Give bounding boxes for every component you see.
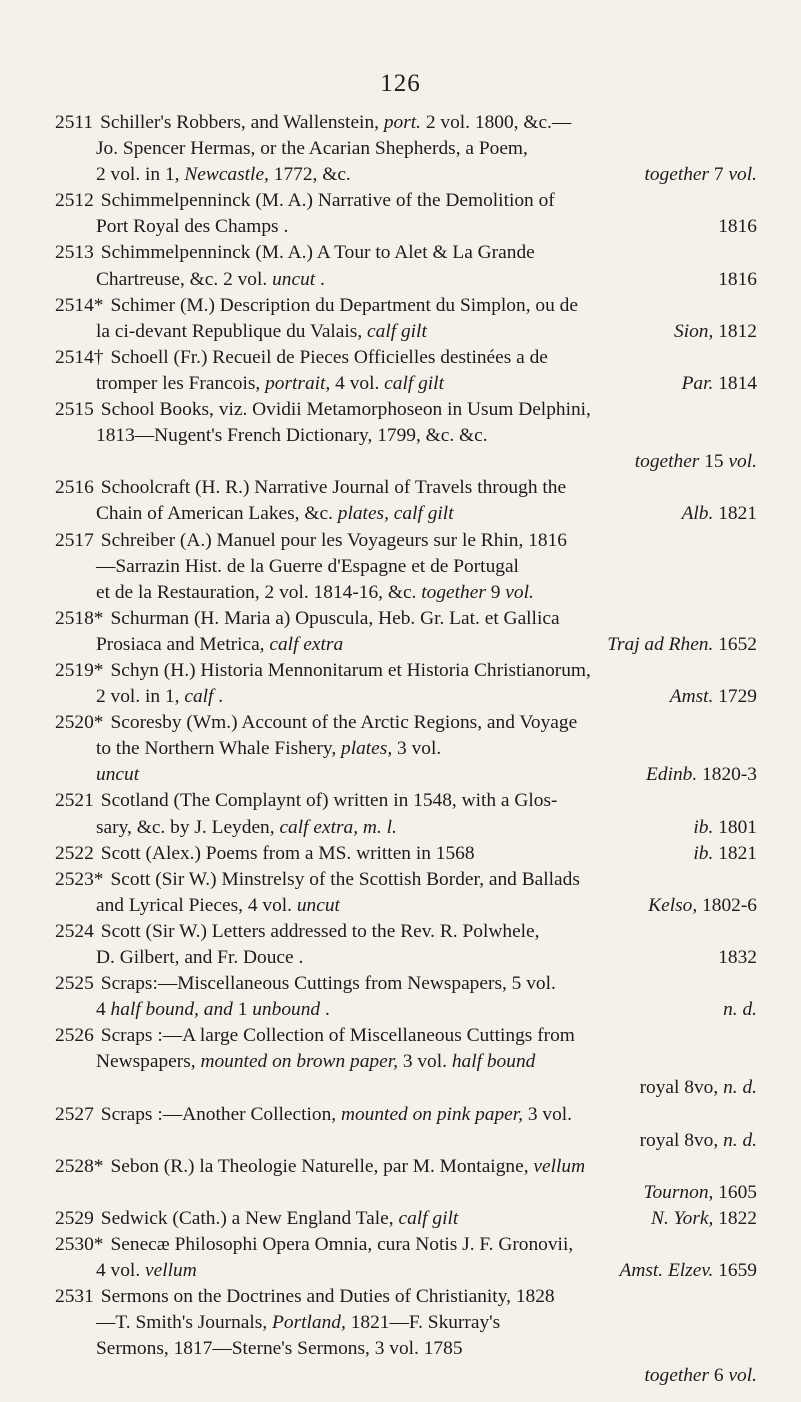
italic-text: together	[644, 1364, 710, 1386]
entry-text: Schreiber (A.) Manuel pour les Voyageurs sur le Rhin, 1816	[100, 529, 567, 551]
lot-number: 2511	[55, 112, 94, 133]
lot-number: 2521	[55, 790, 94, 812]
catalogue-entry	[0, 1206, 801, 1232]
catalogue-entry	[0, 658, 801, 710]
entry-line	[0, 1206, 801, 1232]
entry-text: royal 8vo,	[639, 1129, 724, 1151]
italic-text: Sion,	[674, 320, 714, 342]
italic-text: vol.	[728, 451, 757, 473]
catalogue-entry	[0, 1232, 801, 1284]
entry-text: 1816	[718, 216, 757, 238]
italic-text: Tournon,	[643, 1181, 714, 1203]
lot-number: 2526	[55, 1025, 94, 1047]
entry-text: 4 vol.	[96, 1260, 146, 1282]
entry-text: 6	[709, 1364, 729, 1386]
entry-line	[0, 1049, 801, 1075]
entry-imprint	[718, 214, 757, 240]
entry-line	[0, 1180, 801, 1206]
entry-line	[0, 997, 801, 1023]
entry-text: Scott (Alex.) Poems from a MS. written in 1568	[100, 842, 475, 864]
entry-line	[0, 1154, 801, 1180]
entry-line	[0, 1310, 801, 1336]
entry-line	[0, 1128, 801, 1154]
catalogue-entry	[0, 110, 801, 188]
entry-line	[0, 345, 801, 371]
entry-text: 1812	[713, 320, 757, 342]
entry-text: 1820-3	[697, 764, 757, 786]
catalogue-entry	[0, 1102, 801, 1154]
lot-number: 2531	[55, 1286, 94, 1308]
lot-number: 2514†	[55, 346, 104, 368]
entry-line	[0, 110, 801, 136]
lot-number: 2519*	[55, 659, 104, 681]
entry-line	[0, 188, 801, 214]
entry-text: 1772, &c.	[268, 164, 351, 186]
entry-imprint	[718, 267, 757, 293]
catalogue-entry	[0, 867, 801, 919]
catalogue-entries	[0, 110, 801, 1389]
italic-text: vellum	[533, 1155, 586, 1177]
entry-text: Sermons, 1817—Sterne's Sermons, 3 vol. 1785	[96, 1338, 463, 1360]
entry-imprint	[723, 997, 757, 1023]
lot-number: 2517	[55, 529, 94, 551]
entry-text: Scott (Sir W.) Letters addressed to the Rev. R. Polwhele,	[100, 920, 540, 942]
entry-line	[0, 397, 801, 423]
entry-imprint	[640, 1128, 757, 1154]
entry-text: Prosiaca and Metrica,	[96, 633, 270, 655]
entry-line	[0, 319, 801, 345]
entry-text: Sermons on the Doctrines and Duties of Christianity, 1828	[100, 1286, 555, 1308]
entry-line	[0, 841, 801, 867]
italic-text: plates,	[341, 738, 393, 760]
italic-text: Alb.	[681, 503, 714, 525]
entry-text: Schimmelpenninck (M. A.) A Tour to Alet & La Grande	[100, 242, 535, 264]
lot-number: 2515	[55, 399, 94, 421]
entry-text: 3 vol.	[523, 1103, 573, 1125]
entry-line	[0, 606, 801, 632]
entry-text: Jo. Spencer Hermas, or the Acarian Shepherds, a Poem,	[96, 138, 528, 160]
entry-line	[0, 371, 801, 397]
catalogue-entry	[0, 345, 801, 397]
entry-line	[0, 1232, 801, 1258]
entry-line	[0, 240, 801, 266]
entry-text: 1802-6	[697, 894, 757, 916]
catalogue-entry	[0, 841, 801, 867]
italic-text: plates, calf gilt	[337, 503, 454, 525]
entry-line	[0, 162, 801, 188]
entry-text: 4 vol.	[330, 372, 385, 394]
entry-text: Schimmelpenninck (M. A.) Narrative of the Demolition of	[100, 190, 555, 212]
entry-text: 3 vol.	[392, 738, 442, 760]
entry-text: sary, &c. by J. Leyden,	[96, 816, 280, 838]
entry-line	[0, 136, 801, 162]
italic-text: Edinb.	[646, 764, 698, 786]
entry-imprint	[619, 1258, 757, 1284]
entry-line	[0, 1363, 801, 1389]
entry-line	[0, 632, 801, 658]
entry-line	[0, 815, 801, 841]
italic-text: n. d.	[723, 1129, 757, 1151]
italic-text: calf extra	[269, 633, 344, 655]
entry-text: School Books, viz. Ovidii Metamorphoseon in Usum Delphini,	[100, 399, 591, 421]
italic-text: n. d.	[723, 1077, 757, 1099]
entry-line	[0, 736, 801, 762]
entry-text: 7	[709, 164, 729, 186]
catalogue-entry	[0, 788, 801, 840]
entry-text: Senecæ Philosophi Opera Omnia, cura Notis J. F. Gronovii,	[110, 1234, 574, 1256]
catalogue-entry	[0, 1023, 801, 1101]
italic-text: vol.	[728, 164, 757, 186]
italic-text: Amst. Elzev.	[619, 1260, 714, 1282]
italic-text: vol.	[505, 581, 534, 603]
entry-text: Scraps :—Another Collection,	[100, 1103, 341, 1125]
catalogue-entry	[0, 919, 801, 971]
italic-text: Amst.	[669, 686, 714, 708]
entry-line	[0, 580, 801, 606]
entry-line	[0, 554, 801, 580]
entry-imprint	[682, 371, 757, 397]
italic-text: n. d.	[723, 999, 757, 1021]
entry-text: la ci-devant Republique du Valais,	[96, 320, 368, 342]
lot-number: 2530*	[55, 1234, 104, 1256]
italic-text: mounted on brown paper,	[200, 1051, 398, 1073]
entry-text: Schoolcraft (H. R.) Narrative Journal of Travels through the	[100, 477, 567, 499]
entry-imprint	[674, 319, 757, 345]
italic-text: port.	[383, 112, 422, 133]
entry-line	[0, 1336, 801, 1362]
italic-text: unbound	[252, 999, 321, 1021]
entry-text: tromper les Francois,	[96, 372, 266, 394]
lot-number: 2520*	[55, 712, 104, 734]
page-number: 126	[380, 70, 421, 97]
catalogue-entry	[0, 1154, 801, 1206]
lot-number: 2524	[55, 920, 94, 942]
entry-line	[0, 423, 801, 449]
italic-text: uncut	[296, 894, 340, 916]
italic-text: Newcastle,	[184, 164, 269, 186]
entry-line	[0, 214, 801, 240]
entry-text: Schimer (M.) Description du Department du Simplon, ou de	[110, 294, 578, 316]
italic-text: half bound	[451, 1051, 536, 1073]
entry-text: royal 8vo,	[639, 1077, 724, 1099]
entry-text: et de la Restauration, 2 vol. 1814-16, &c.	[96, 581, 422, 603]
italic-text: calf gilt	[384, 372, 444, 394]
entry-text: 2 vol. 1800, &c.—	[421, 112, 572, 133]
catalogue-entry	[0, 188, 801, 240]
lot-number: 2528*	[55, 1155, 104, 1177]
italic-text: Portland,	[272, 1312, 346, 1334]
entry-text: 1605	[713, 1181, 757, 1203]
catalogue-entry	[0, 475, 801, 527]
entry-text: .	[213, 686, 224, 708]
lot-number: 2527	[55, 1103, 94, 1125]
italic-text: together	[421, 581, 486, 603]
catalogue-entry	[0, 971, 801, 1023]
entry-text: 1659	[713, 1260, 757, 1282]
catalogue-entry	[0, 528, 801, 606]
lot-number: 2522	[55, 842, 94, 864]
entry-imprint	[651, 1206, 757, 1232]
catalogue-entry	[0, 240, 801, 292]
catalogue-entry	[0, 710, 801, 788]
entry-imprint	[640, 1075, 757, 1101]
entry-line	[0, 658, 801, 684]
entry-imprint	[682, 501, 757, 527]
entry-line	[0, 1284, 801, 1310]
entry-line	[0, 710, 801, 736]
italic-text: calf extra, m. l.	[279, 816, 397, 838]
entry-line	[0, 1258, 801, 1284]
entry-text: Schyn (H.) Historia Mennonitarum et Historia Christianorum,	[110, 659, 591, 681]
entry-text: 1814	[713, 372, 757, 394]
entry-text: Scotland (The Complaynt of) written in 1548, with a Glos-	[100, 790, 558, 812]
entry-text: 1821	[713, 842, 757, 864]
italic-text: and	[203, 999, 233, 1021]
entry-text: 1729	[713, 686, 757, 708]
entry-line	[0, 919, 801, 945]
italic-text: uncut	[96, 764, 140, 786]
entry-imprint	[635, 449, 757, 475]
entry-text: 1801	[713, 816, 757, 838]
entry-line	[0, 293, 801, 319]
entry-imprint	[607, 632, 757, 658]
entry-text: —Sarrazin Hist. de la Guerre d'Espagne et de Portugal	[96, 555, 519, 577]
lot-number: 2516	[55, 477, 94, 499]
italic-text: mounted on pink paper,	[340, 1103, 524, 1125]
entry-text: 1813—Nugent's French Dictionary, 1799, &c. &c.	[96, 425, 488, 447]
entry-text: .	[320, 999, 330, 1021]
entry-line	[0, 788, 801, 814]
italic-text: together	[634, 451, 700, 473]
italic-text: N. York,	[651, 1207, 714, 1229]
entry-text: 1832	[718, 947, 757, 968]
entry-imprint	[644, 162, 757, 188]
italic-text: vellum	[145, 1260, 197, 1282]
lot-number: 2525	[55, 973, 94, 995]
entry-line	[0, 762, 801, 788]
entry-line	[0, 267, 801, 293]
lot-number: 2512	[55, 190, 94, 212]
lot-number: 2523*	[55, 868, 104, 890]
entry-imprint	[643, 1180, 757, 1206]
entry-line	[0, 1075, 801, 1101]
entry-imprint	[693, 815, 757, 841]
entry-line	[0, 528, 801, 554]
entry-text: 9	[485, 581, 506, 603]
italic-text: calf gilt	[398, 1207, 459, 1229]
entry-text: Scraps :—A large Collection of Miscellaneous Cuttings from	[100, 1025, 575, 1047]
italic-text: ib.	[693, 842, 714, 864]
italic-text: vol.	[728, 1364, 757, 1386]
entry-line	[0, 945, 801, 971]
entry-text: .	[315, 268, 325, 290]
entry-text: Schoell (Fr.) Recueil de Pieces Officielles destinées a de	[110, 346, 548, 368]
entry-line	[0, 867, 801, 893]
entry-line	[0, 893, 801, 919]
entry-imprint	[646, 762, 757, 788]
italic-text: half bound,	[110, 999, 199, 1021]
italic-text: calf	[184, 686, 214, 708]
catalogue-entry	[0, 606, 801, 658]
entry-line	[0, 971, 801, 997]
entry-text: Schurman (H. Maria a) Opuscula, Heb. Gr. Lat. et Gallica	[110, 607, 560, 629]
italic-text: uncut	[272, 268, 316, 290]
entry-text: 1821—F. Skurray's	[345, 1312, 501, 1334]
italic-text: ib.	[693, 816, 714, 838]
catalogue-entry	[0, 397, 801, 475]
italic-text: calf gilt	[367, 320, 427, 342]
catalogue-entry	[0, 293, 801, 345]
entry-text: 2 vol. in 1,	[96, 686, 185, 708]
lot-number: 2514*	[55, 294, 104, 316]
entry-text: Schiller's Robbers, and Wallenstein,	[100, 112, 384, 133]
entry-text: 1816	[718, 268, 757, 290]
entry-line	[0, 684, 801, 710]
italic-text: Kelso,	[648, 894, 698, 916]
entry-text: 1822	[713, 1207, 757, 1229]
entry-line	[0, 1102, 801, 1128]
entry-imprint	[644, 1363, 757, 1389]
entry-line	[0, 501, 801, 527]
entry-text: 4	[96, 999, 111, 1021]
entry-text: Chain of American Lakes, &c.	[96, 503, 338, 525]
entry-text: Port Royal des Champs .	[96, 216, 289, 238]
entry-text: —T. Smith's Journals,	[96, 1312, 273, 1334]
lot-number: 2518*	[55, 607, 104, 629]
entry-text: 2 vol. in 1,	[96, 164, 185, 186]
entry-text: Sedwick (Cath.) a New England Tale,	[100, 1207, 399, 1229]
italic-text: together	[644, 164, 710, 186]
italic-text: Traj ad Rhen.	[607, 633, 714, 655]
entry-text: 15	[699, 451, 729, 473]
italic-text: Par.	[681, 372, 714, 394]
entry-line	[0, 1023, 801, 1049]
entry-imprint	[670, 684, 757, 710]
entry-imprint	[718, 945, 757, 971]
entry-text: 3 vol.	[397, 1051, 452, 1073]
lot-number: 2529	[55, 1207, 94, 1229]
entry-imprint	[648, 893, 757, 919]
lot-number: 2513	[55, 242, 94, 264]
entry-text: Newspapers,	[96, 1051, 201, 1073]
entry-line	[0, 449, 801, 475]
entry-line	[0, 475, 801, 501]
entry-text: Scott (Sir W.) Minstrelsy of the Scottish Border, and Ballads	[110, 868, 580, 890]
entry-text: 1	[232, 999, 253, 1021]
entry-imprint	[693, 841, 757, 867]
entry-text: Scraps:—Miscellaneous Cuttings from Newspapers, 5 vol.	[100, 973, 556, 995]
entry-text: Chartreuse, &c. 2 vol.	[96, 268, 273, 290]
entry-text: D. Gilbert, and Fr. Douce .	[96, 947, 304, 968]
entry-text: and Lyrical Pieces, 4 vol.	[96, 894, 297, 916]
entry-text: Scoresby (Wm.) Account of the Arctic Regions, and Voyage	[110, 712, 578, 734]
entry-text: 1652	[713, 633, 757, 655]
entry-text: Sebon (R.) la Theologie Naturelle, par M. Montaigne,	[110, 1155, 534, 1177]
catalogue-entry	[0, 1284, 801, 1388]
italic-text: portrait,	[265, 372, 331, 394]
entry-text: 1821	[713, 503, 757, 525]
entry-text: to the Northern Whale Fishery,	[96, 738, 342, 760]
